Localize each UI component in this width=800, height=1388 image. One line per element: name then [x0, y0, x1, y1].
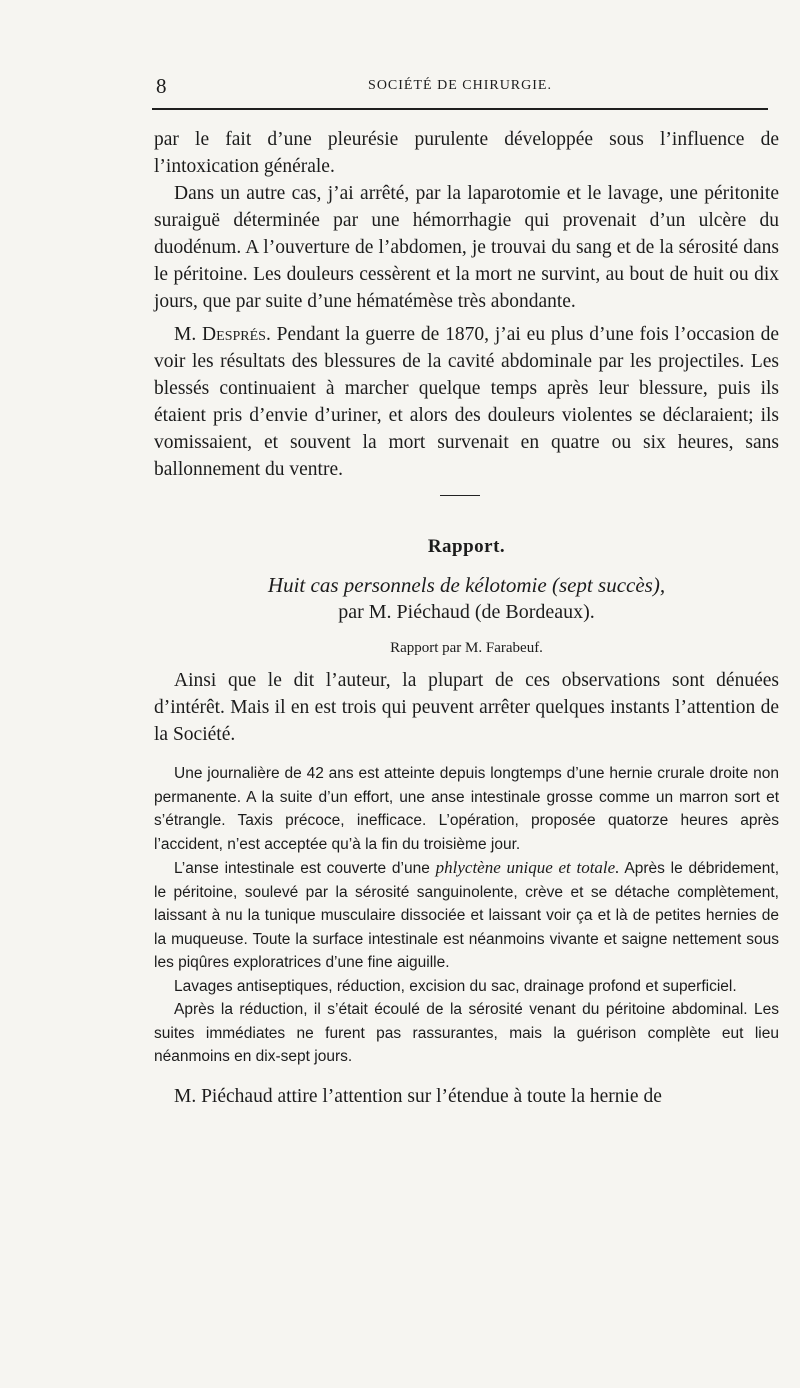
case-title: Huit cas personnels de kélotomie (sept succès),	[267, 573, 666, 597]
page-body	[154, 126, 779, 1110]
running-title: SOCIÉTÉ DE CHIRURGIE.	[368, 78, 552, 93]
author-line: par M. Piéchaud (de Bordeaux).	[338, 601, 595, 623]
case-paragraph-3: Lavages antiseptiques, réduction, excision du sac, drainage profond et superficiel.	[174, 977, 737, 995]
italic-phrase: phlyctène unique et totale.	[435, 858, 620, 877]
header-rule	[152, 108, 768, 110]
case-paragraph-1: Une journalière de 42 ans est atteinte depuis longtemps d’une hernie crurale droite non permanente. A la suite d’un effort, une anse intestinale grosse comme un marron sort et s’étrangle. Taxis précoce, inefficace. L’opération, proposée quatorze heures après l’accident, n’est acceptée qu’à la fin du troisième jour.	[154, 765, 779, 853]
speaker-despres: M. Després.	[174, 324, 271, 345]
paragraph-closing: M. Piéchaud attire l’attention sur l’étendue à toute la hernie de	[174, 1085, 662, 1107]
case-paragraph-2: L’anse intestinale est couverte d’une phlyctène unique et totale. Après le débridement, le péritoine, soulevé par la sérosité sanguinolente, crève et se détache complètement, laissant à nu la tunique musculaire dissociée et laissant voir ça et là de petites hernies de la muqueuse. Toute la surface intestinale est néanmoins vivante et saigne nettement sous les piqûres exploratrices d’une fine aiguille.	[154, 858, 780, 971]
case-paragraph-4: Après la réduction, il s’était écoulé de la sérosité venant du péritoine abdominal. Les suites immédiates ne furent pas rassurantes, mais la guérison complète eut lieu néanmoins en dix-sept jours.	[154, 1001, 779, 1065]
despres-text: Pendant la guerre de 1870, j’ai eu plus d’une fois l’occasion de voir les résultats des blessures de la cavité abdominale par les projectiles. Les blessés continuaient à marcher quelque temps après leur blessure, puis ils étaient pris d’envie d’uriner, et alors des douleurs violentes se déclaraient; ils vomissaient, et souvent la mort survenait en quatre ou six heures, sans ballonnement du ventre.	[154, 324, 779, 480]
section-divider	[440, 495, 480, 496]
page-number: 8	[156, 74, 167, 98]
rapport-by-label: Rapport par M. Farabeuf.	[390, 640, 543, 656]
paragraph-intro: Ainsi que le dit l’auteur, la plupart de ces observations sont dénuées d’intérêt. Mais il en est trois qui peuvent arrêter quelques instants l’attention de la Société.	[154, 670, 779, 745]
paragraph-peritonitis-case: Dans un autre cas, j’ai arrêté, par la laparotomie et le lavage, une péritonite suraiguë déterminée par une hémorrhagie qui provenait d’un ulcère du duodénum. A l’ouverture de l’abdomen, je trouvai du sang et de la sérosité dans le péritoine. Les douleurs cessèrent et la mort ne survint, au bout de huit ou dix jours, que par suite d’une hématémèse très abondante.	[154, 183, 779, 312]
paragraph-despres	[154, 321, 779, 483]
paragraph-continuation: par le fait d’une pleurésie purulente développée sous l’influence de l’intoxication générale.	[154, 129, 779, 177]
rapport-heading: Rapport.	[427, 536, 506, 557]
page-header	[152, 74, 768, 98]
